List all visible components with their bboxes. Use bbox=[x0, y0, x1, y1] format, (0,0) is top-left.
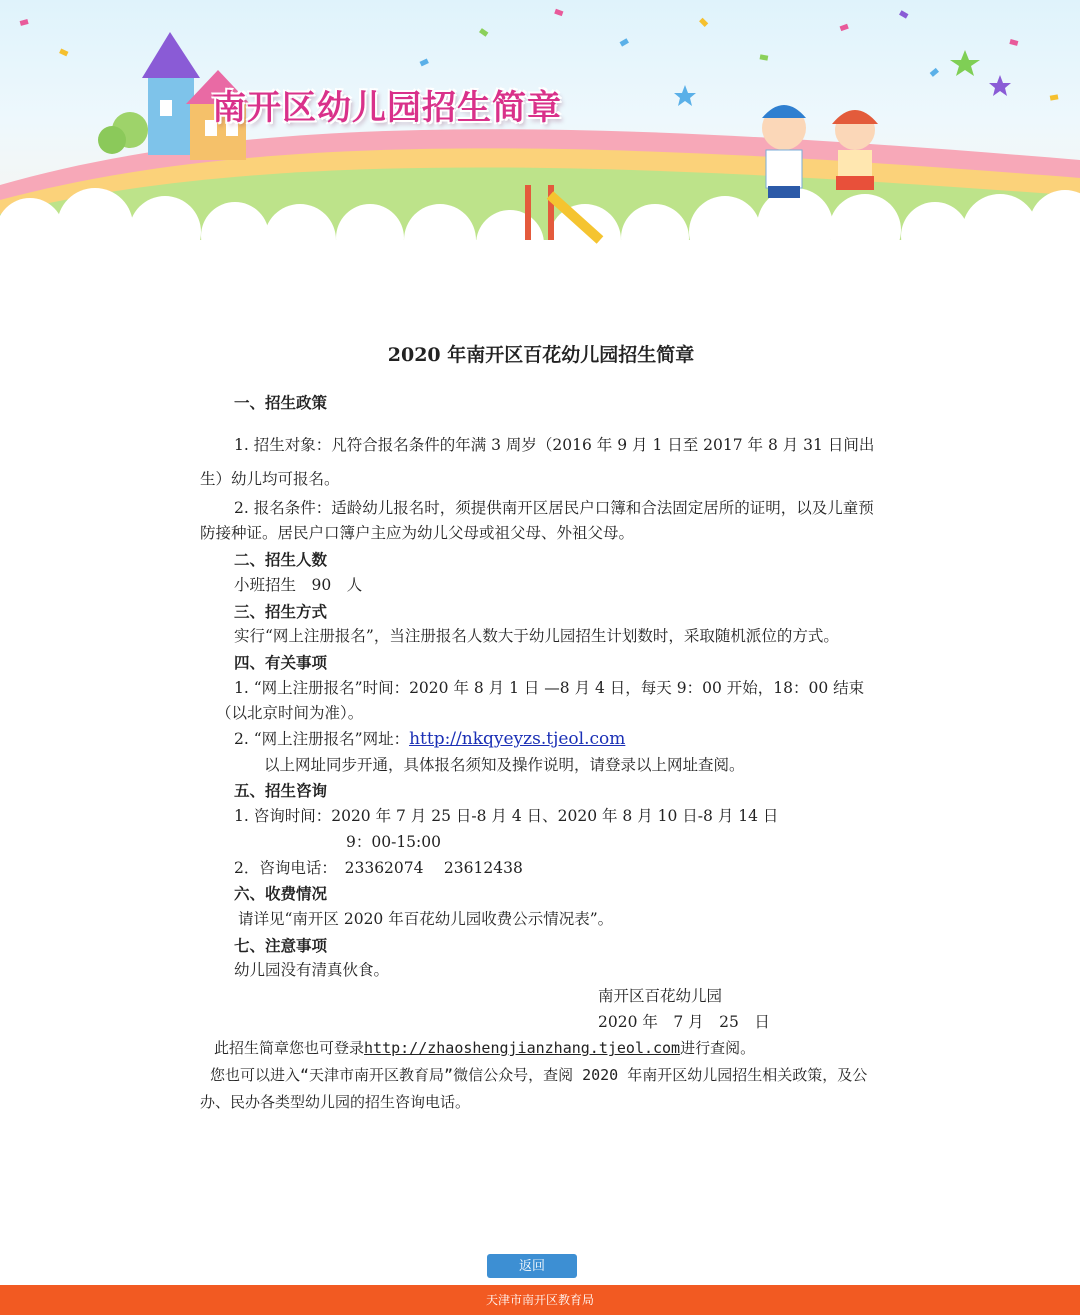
note-wechat: 您也可以进入“天津市南开区教育局”微信公众号，查阅 2020 年南开区幼儿园招生相关政策，及公办、民办各类型幼儿园的招生咨询电话。 bbox=[200, 1066, 868, 1112]
registration-url-line bbox=[200, 727, 882, 753]
header-banner bbox=[0, 0, 1080, 270]
signature-org: 南开区百花幼儿园 bbox=[598, 987, 723, 1006]
paragraph-fees: 请详见“南开区 2020 年百花幼儿园收费公示情况表”。 bbox=[238, 909, 614, 928]
paragraph-enroll-target: 1. 招生对象：凡符合报名条件的年满 3 周岁（2016 年 9 月 1 日至 2017 年 8 月 31 日间出生）幼儿均可报名。 bbox=[200, 435, 875, 488]
banner-illustration bbox=[0, 0, 1080, 270]
consult-phone: 2．咨询电话： 23362074 23612438 bbox=[234, 858, 523, 877]
section-heading-policy: 一、招生政策 bbox=[234, 393, 328, 412]
paragraph-url-note: 以上网址同步开通，具体报名须知及操作说明，请登录以上网址查阅。 bbox=[264, 755, 745, 774]
banner-title: 南开区幼儿园招生简章 bbox=[212, 88, 562, 128]
enroll-count: 小班招生 90 人 bbox=[234, 575, 363, 594]
note-online-link bbox=[200, 1035, 882, 1062]
note-online-prefix: 此招生简章您也可登录 bbox=[214, 1039, 365, 1058]
note-online-suffix: 进行查阅。 bbox=[680, 1039, 756, 1058]
paragraph-enroll-conditions: 2. 报名条件：适龄幼儿报名时，须提供南开区居民户口簿和合法固定居所的证明，以及儿童预防接种证。居民户口簿户主应为幼儿父母或祖父母、外祖父母。 bbox=[200, 498, 874, 543]
back-button[interactable]: 返回 bbox=[487, 1254, 577, 1278]
consult-hours: 9：00-15:00 bbox=[346, 832, 441, 851]
article-title: 2020 年南开区百花幼儿园招生简章 bbox=[387, 344, 695, 366]
article-body bbox=[200, 340, 882, 1116]
section-heading-fees: 六、收费情况 bbox=[234, 884, 328, 904]
section-heading-count: 二、招生人数 bbox=[234, 550, 328, 570]
consult-time: 1. 咨询时间：2020 年 7 月 25 日-8 月 4 日、2020 年 8 月 10 日-8 月 14 日 bbox=[234, 807, 779, 826]
section-heading-method: 三、招生方式 bbox=[234, 601, 328, 621]
paragraph-registration-time: 1. “网上注册报名”时间：2020 年 8 月 1 日 —8 月 4 日，每天 9：00 开始，18：00 结束（以北京时间为准）。 bbox=[216, 678, 865, 723]
signature-date: 2020 年 7 月 25 日 bbox=[598, 1012, 770, 1031]
section-heading-notes: 七、注意事项 bbox=[234, 935, 328, 955]
section-heading-matters: 四、有关事项 bbox=[234, 652, 328, 672]
registration-url-link[interactable]: http://nkqyeyzs.tjeol.com bbox=[409, 729, 626, 750]
section-heading-consult: 五、招生咨询 bbox=[234, 781, 328, 801]
registration-url-label: 2. “网上注册报名”网址： bbox=[234, 730, 410, 749]
enrollment-guide-link[interactable]: http://zhaoshengjianzhang.tjeol.com bbox=[364, 1039, 681, 1058]
footer-bar: 天津市南开区教育局 bbox=[0, 1285, 1080, 1315]
paragraph-notes: 幼儿园没有清真伙食。 bbox=[234, 961, 390, 980]
paragraph-method: 实行“网上注册报名”，当注册报名人数大于幼儿园招生计划数时，采取随机派位的方式。 bbox=[234, 627, 839, 646]
